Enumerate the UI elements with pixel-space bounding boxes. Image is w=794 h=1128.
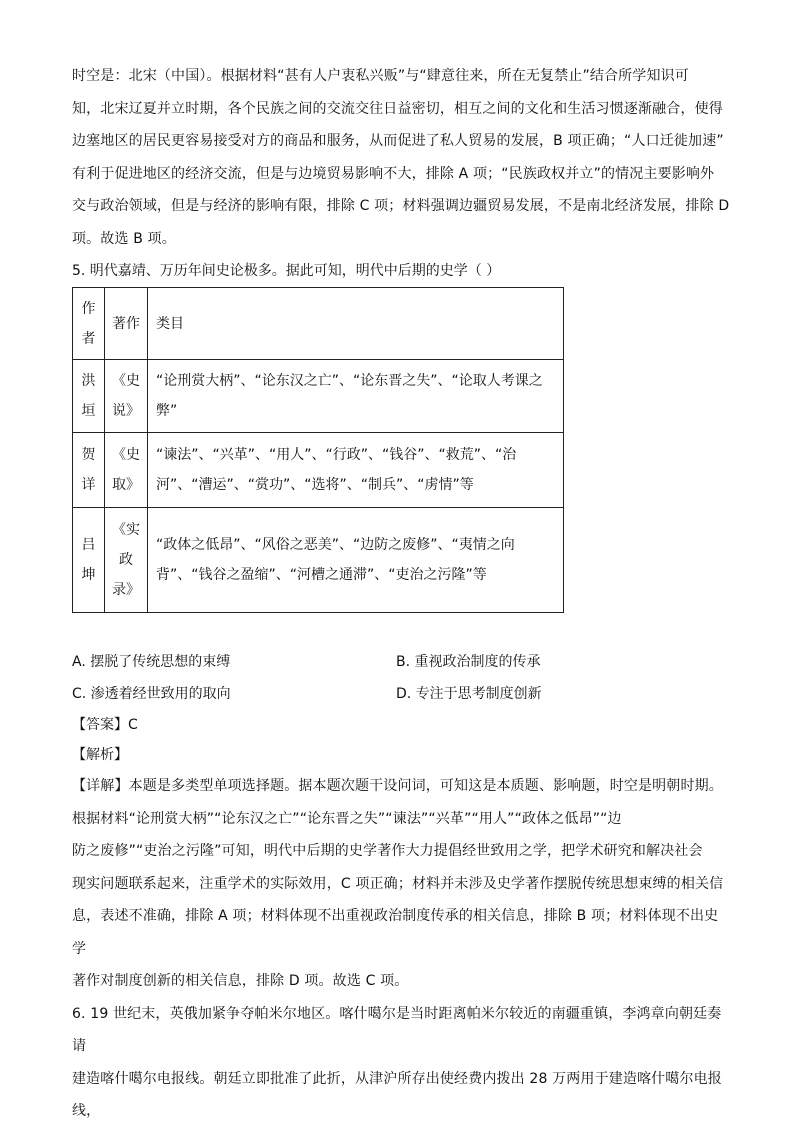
analysis-line: 现实问题联系起来，注重学术的实际效用，C 项正确；材料并未涉及史学著作摆脱传统思想束缚的相关信 [72, 875, 724, 892]
intro-line: 边塞地区的居民更容易接受对方的商品和服务，从而促进了私人贸易的发展，B 项正确；“人口迁徙加速” [72, 133, 724, 149]
intro-paragraph [72, 60, 732, 255]
question-5-stem: 5. 明代嘉靖、万历年间史论极多。据此可知，明代中后期的史学（ ） [72, 263, 501, 279]
cell-work: 《史 取》 [105, 433, 148, 508]
source-table [72, 287, 564, 613]
header-category: 类目 [148, 288, 564, 360]
option-a: A. 摆脱了传统思想的束缚 [72, 654, 231, 670]
analysis-line: 【详解】本题是多类型单项选择题。据本题次题干设问词，可知这是本质题、影响题，时空是明朝时期。 [72, 778, 723, 794]
option-d: D. 专注于思考制度创新 [396, 686, 542, 702]
cell-category: “论刑赏大柄”、“论东汉之亡”、“论东晋之失”、“论取人考课之弊” [148, 360, 564, 433]
question-6-line: 建造喀什噶尔电报线。朝廷立即批准了此折，从津沪所存出使经费内拨出 28 万两用于建造喀什噶尔电报线， [72, 1070, 722, 1119]
analysis-line: 息，表述不准确，排除 A 项；材料体现不出重视政治制度传承的相关信息，排除 B 项；材料体现不出史学 [72, 908, 719, 957]
intro-line: 知，北宋辽夏并立时期，各个民族之间的交流交往日益密切，相互之间的文化和生活习惯逐渐融合，使得 [72, 100, 723, 117]
intro-line: 有利于促进地区的经济交流，但是与边境贸易影响不大，排除 A 项；“民族政权并立”的情况主要影响外 [72, 165, 715, 182]
options-row [72, 646, 732, 678]
table-header-row [73, 288, 564, 360]
table-row [73, 508, 564, 613]
analysis-line: 防之废修”“吏治之污隆”可知，明代中后期的史学著作大力提倡经世致用之学，把学术研究和解决社会 [72, 843, 703, 859]
options-row [72, 678, 732, 710]
intro-line: 时空是：北宋（中国）。根据材料“甚有人户衷私兴贩”与“肆意往来，所在无复禁止”结合所学知识可 [72, 68, 689, 84]
table-row [73, 360, 564, 433]
analysis-line: 著作对制度创新的相关信息，排除 D 项。故选 C 项。 [72, 973, 409, 989]
answer-options [72, 646, 732, 710]
document-page [72, 60, 732, 1128]
analysis-line: 根据材料“论刑赏大柄”“论东汉之亡”“论东晋之失”“谏法”“兴革”“用人”“政体之低昂”“边 [72, 810, 622, 827]
cell-author: 吕 坤 [73, 508, 105, 613]
intro-line: 交与政治领域，但是与经济的影响有限，排除 C 项；材料强调边疆贸易发展，不是南北经济发展，排除 D [72, 198, 730, 214]
answer-label: 【答案】C [72, 717, 138, 733]
analysis-label: 【解析】 [72, 747, 128, 763]
question-6-line: 6. 19 世纪末，英俄加紧争夺帕米尔地区。喀什噶尔是当时距离帕米尔较近的南疆重镇，李鸿章向朝廷奏请 [72, 1005, 722, 1054]
header-author: 作 者 [73, 288, 105, 360]
option-c: C. 渗透着经世致用的取向 [72, 686, 231, 702]
cell-category: “谏法”、“兴革”、“用人”、“行政”、“钱谷”、“救荒”、“治河”、“漕运”、“赏功”、“选将”、“制兵”、“虏情”等 [148, 433, 564, 508]
analysis-paragraph [72, 770, 732, 998]
intro-line: 项。故选 B 项。 [72, 230, 176, 247]
cell-author: 贺 详 [73, 433, 105, 508]
header-work: 著作 [105, 288, 148, 360]
table-row [73, 433, 564, 508]
cell-work: 《史 说》 [105, 360, 148, 433]
question-6 [72, 998, 732, 1128]
cell-author: 洪 垣 [73, 360, 105, 433]
option-b: B. 重视政治制度的传承 [396, 654, 541, 670]
cell-work: 《实 政 录》 [105, 508, 148, 613]
cell-category: “政体之低昂”、“风俗之恶美”、“边防之废修”、“夷情之向背”、“钱谷之盈缩”、“河槽之通滞”、“吏治之污隆”等 [148, 508, 564, 613]
